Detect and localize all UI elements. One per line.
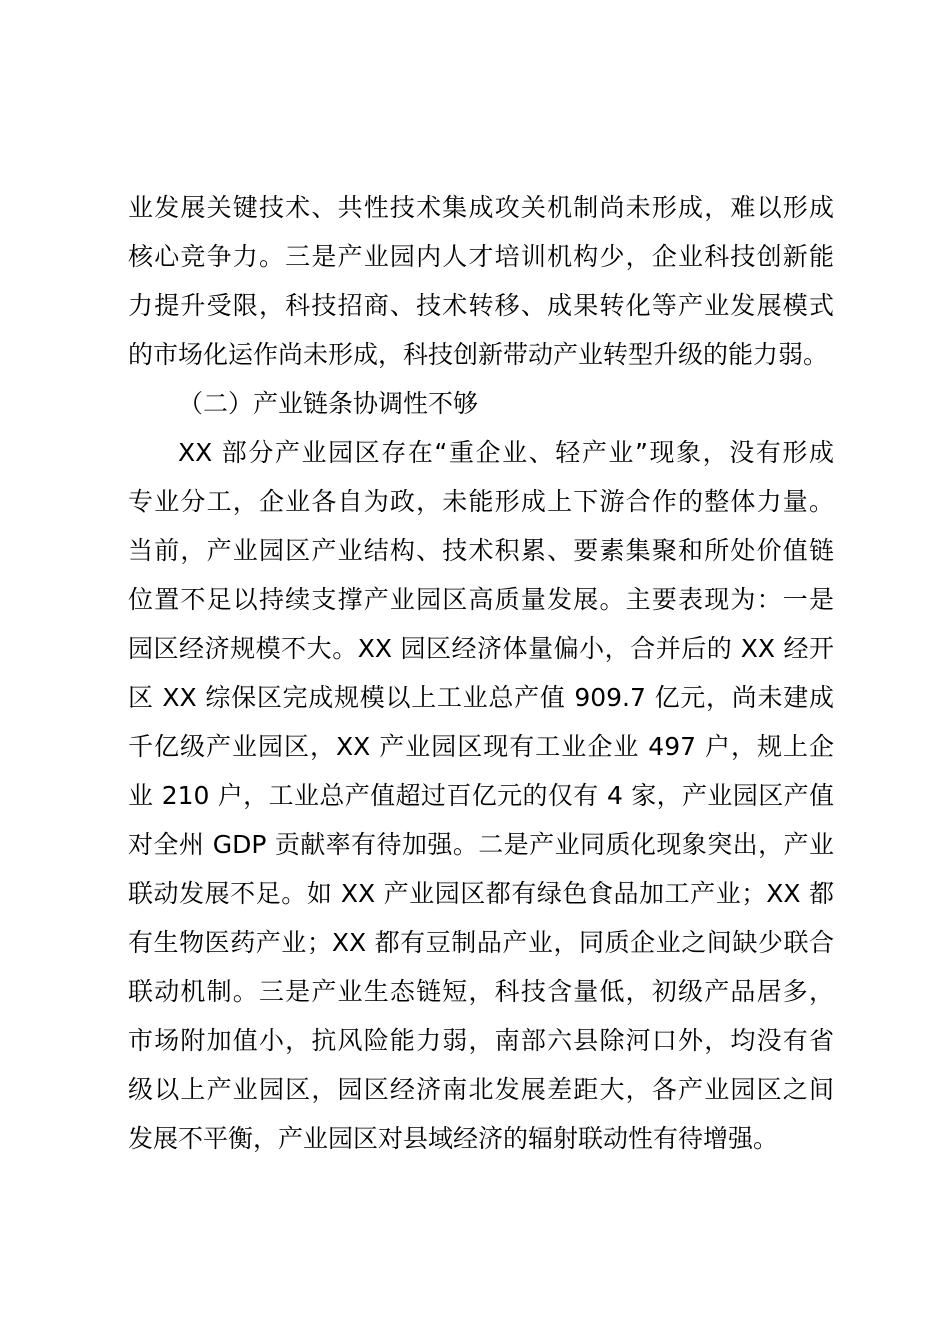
text-line: 力提升受限，科技招商、技术转移、成果转化等产业发展模式	[128, 291, 834, 320]
text-line: 市场附加值小，抗风险能力弱，南部六县除河口外，均没有省	[128, 1026, 834, 1055]
paragraph-1	[128, 183, 834, 379]
text-line: 区 XX 综保区完成规模以上工业总产值 909.7 亿元，尚未建成	[128, 683, 834, 712]
text-line: 核心竞争力。三是产业园内人才培训机构少，企业科技创新能	[128, 242, 834, 271]
text-line: 专业分工，企业各自为政，未能形成上下游合作的整体力量。	[128, 487, 834, 516]
text-line: 园区经济规模不大。XX 园区经济体量偏小，合并后的 XX 经开	[128, 634, 834, 663]
text-line: 有生物医药产业；XX 都有豆制品产业，同质企业之间缺少联合	[128, 928, 834, 957]
text-line: 位置不足以持续支撑产业园区高质量发展。主要表现为：一是	[128, 585, 834, 614]
text-line: 对全州 GDP 贡献率有待加强。二是产业同质化现象突出，产业	[128, 830, 834, 859]
text-line: XX 部分产业园区存在“重企业、轻产业”现象，没有形成	[178, 438, 834, 467]
section-heading: （二）产业链条协调性不够	[178, 389, 479, 418]
text-line: 当前，产业园区产业结构、技术积累、要素集聚和所处价值链	[128, 536, 834, 565]
text-line: 的市场化运作尚未形成，科技创新带动产业转型升级的能力弱。	[128, 340, 829, 369]
text-line: 业发展关键技术、共性技术集成攻关机制尚未形成，难以形成	[128, 193, 834, 222]
text-line: 业 210 户，工业总产值超过百亿元的仅有 4 家，产业园区产值	[128, 781, 834, 810]
text-line: 联动发展不足。如 XX 产业园区都有绿色食品加工产业；XX 都	[128, 879, 834, 908]
text-line: 发展不平衡，产业园区对县域经济的辐射联动性有待增强。	[128, 1124, 779, 1153]
text-line: 级以上产业园区，园区经济南北发展差距大，各产业园区之间	[128, 1075, 834, 1104]
text-line: 联动机制。三是产业生态链短，科技含量低，初级产品居多，	[128, 977, 834, 1006]
paragraph-2	[128, 428, 834, 1163]
text-line: 千亿级产业园区，XX 产业园区现有工业企业 497 户，规上企	[128, 732, 834, 761]
document-body	[128, 183, 834, 1163]
